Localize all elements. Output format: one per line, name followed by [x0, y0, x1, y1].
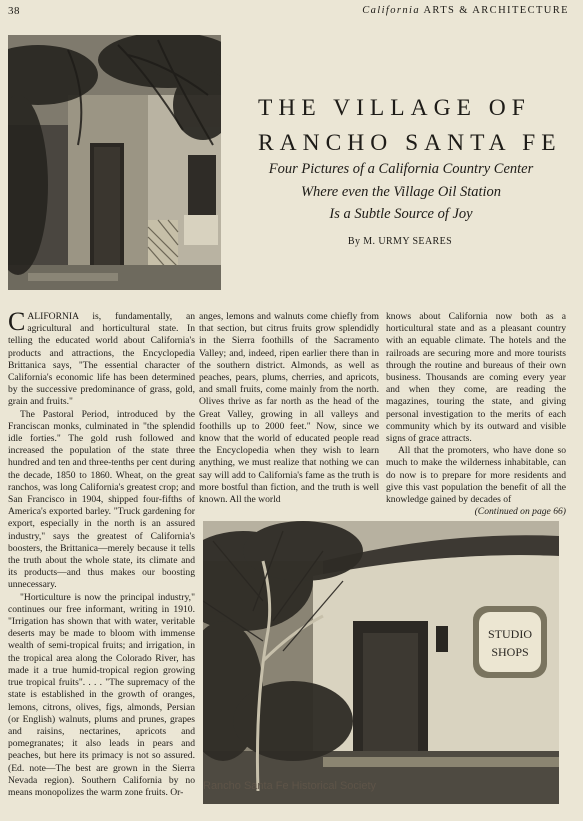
text-column-3 [386, 311, 566, 518]
subtitle-line-2: Where even the Village Oil Station [300, 183, 502, 200]
page-number: 38 [8, 5, 20, 17]
article-subtitle [226, 158, 576, 226]
title-line-2: RANCHO SANTA FE [258, 130, 562, 156]
running-title-italic: California [362, 5, 420, 16]
byline: By M. URMY SEARES [347, 236, 453, 247]
text-column-1 [8, 307, 195, 811]
village-building-illustration [8, 35, 221, 290]
studio-shops-illustration [203, 521, 559, 804]
text-column-2 [199, 311, 379, 506]
paragraph-2: The Pastoral Period, introduced by the Franciscan monks, culminated in "the splendid idle forties." The gold rush followed and increased the population of the state three hundred and ten and three-tenths per cent during the decade, 1850 to 1860. Wheat, on the great ranchos, was long California's greatest crop; and San Francisco in 1904, shipped four-fifths of America's exported barley. "Truck gardening for export, especially in the north is an assured industry," says the greatest of California's boosters, the Brittanica—merely because it tells the truth about the whole state, its climate and its products—and thus makes our boosting unnecessary. [8, 408, 195, 591]
paragraph-5: knows about California now both as a horticultural state and as a pleasant country with an equable climate. The hotels and the railroads are securing more and more tourists through the routine and bureaus of their own business. Thousands are coming every year and when they come, are reading the magazines, touring the state, and giving personal investigation to the merits of each community which by its outward and visible signs of grace attracts. [386, 311, 566, 445]
drop-cap: C [8, 307, 26, 336]
paragraph-1: ALIFORNIA is, fundamentally, an agricultural and horticultural state. In telling the educated world about California's products and attractions, the Encyclopedia Brittanica says, "The essential character of California's economic life has been determined by the successive predominance of grass, gold, grain and fruits." [8, 311, 195, 408]
paragraph-3: "Horticulture is now the principal industry," continues our free informant, writing in 1910. "Irrigation has shown that with water, veritable deserts may be made to bloom with immense wealth of semi-tropical fruits; and irrigation, in the tropical area along the Colorado River, has made it a true humid-tropical region growing true tropical fruits". . . . "The supremacy of the state is established in the growth of oranges, lemons, citrons, olives, figs, almonds, Persian (or English) walnuts, plums and prunes, grapes and raisins, nectarines, apricots and pomegranates; it also leads in pears and peaches, but here its primacy is not so assured. (Ed. note—The best are grown in the Sierra Nevada region). Southern California by no means monopolizes the warm zone fruits. Or- [8, 591, 195, 798]
running-header [362, 5, 569, 16]
title-line-1: THE VILLAGE OF [258, 95, 531, 121]
paragraph-4: anges, lemons and walnuts come chiefly from that section, but citrus fruits grow splendidly in the Sierra foothills of the Sacramento Valley; and, indeed, ripen earlier there than in the southern district. Almonds, as well as peaches, pears, plums, cherries, and apricots, and small fruits, come mainly from the north. Olives thrive as far north as the head of the Great Valley, growing in all valleys and foothills up to 2000 feet." Now, since we know that the world of educated people read the Encyclopedia when they wish to learn anything, we must realize that nothing we can say will add to California's fame as the truth is more bostful than fiction, and the truth is well known. All the world [199, 311, 379, 506]
paragraph-6: All that the promoters, who have done so much to make the wilderness inhabitable, can do now is to prepare for more residents and give this vast population the benefit of all the knowledge gained by decades of [386, 445, 566, 506]
continued-notice: (Continued on page 66) [474, 506, 566, 518]
watermark: Rancho Santa Fe Historical Society [203, 780, 377, 792]
subtitle-line-3: Is a Subtle Source of Joy [329, 206, 473, 222]
article-title [258, 91, 568, 161]
running-title-rest: ARTS & ARCHITECTURE [423, 5, 569, 16]
subtitle-line-1: Four Pictures of a California Country Center [268, 161, 534, 177]
village-building-photo [8, 35, 221, 290]
studio-sign-line-2: SHOPS [491, 645, 529, 659]
studio-sign-line-1: STUDIO [488, 627, 532, 641]
studio-shops-photo [203, 521, 559, 804]
